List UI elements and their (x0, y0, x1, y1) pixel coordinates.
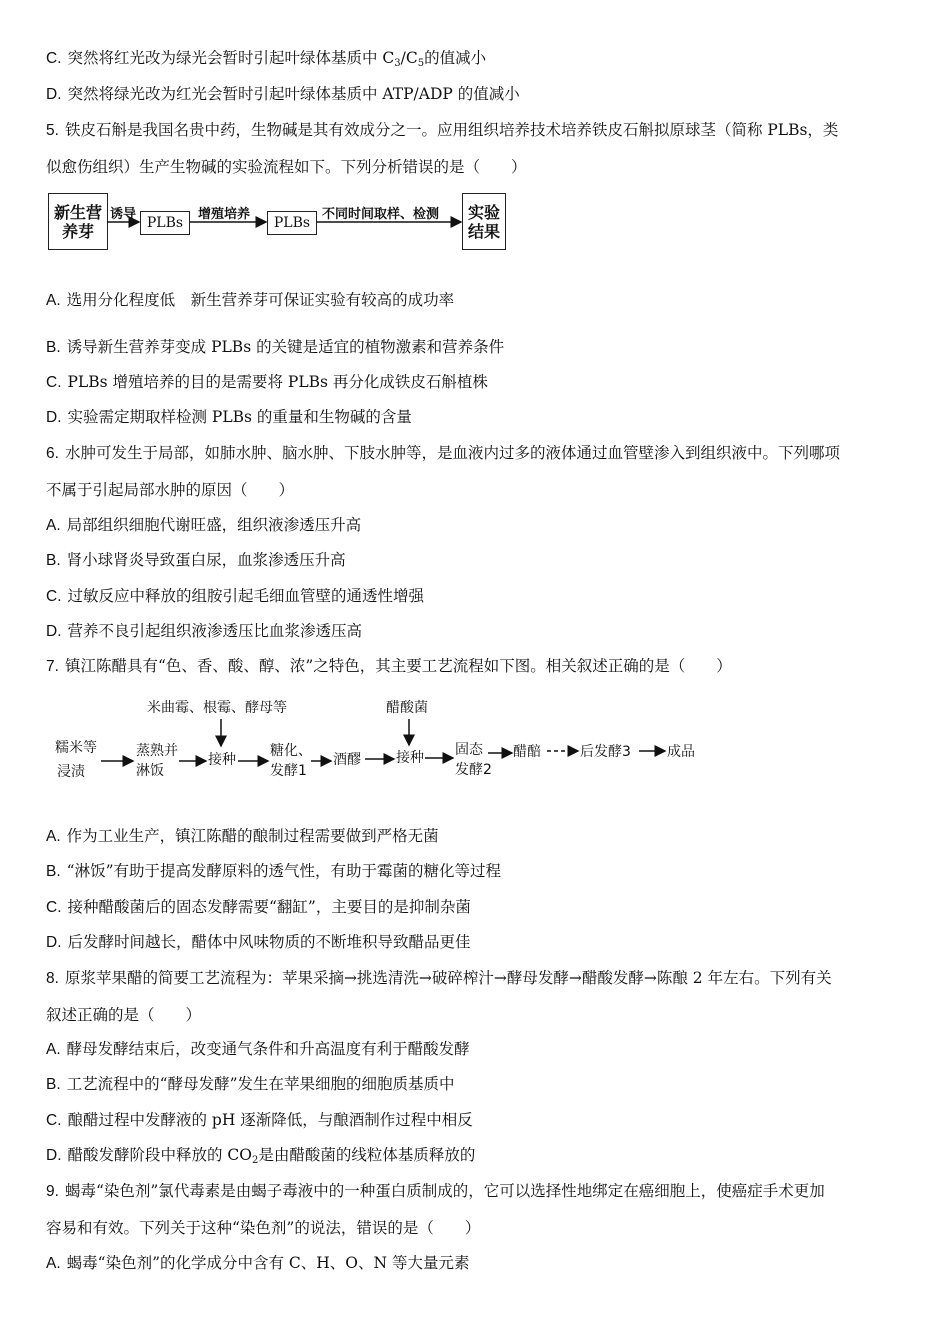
q6-stem-text2: 不属于引起局部水肿的原因（ ） (46, 481, 295, 499)
q4-option-c (46, 48, 486, 74)
q5-stem-text1: 铁皮石斛是我国名贵中药，生物碱是其有效成分之一。应用组织培养技术培养铁皮石斛拟原球茎（简称 PLBs，类 (64, 121, 839, 139)
flow-step-glutinous-rice: 糯米等 (55, 740, 97, 756)
q5-option-d (46, 407, 412, 428)
q5-stem-text2: 似愈伤组织）生产生物碱的实验流程如下。下列分析错误的是（ ） (46, 158, 527, 176)
q4-option-c-subscript-3: 3 (394, 58, 401, 69)
q8-option-d (46, 1145, 475, 1171)
q6-option-c-text: 过敏反应中释放的组胺引起毛细血管壁的通透性增强 (67, 587, 425, 605)
option-label: C. (46, 50, 62, 67)
option-label: B. (46, 552, 61, 569)
option-label: D. (46, 86, 62, 103)
flow-microbes-1: 米曲霉、根霉、酵母等 (147, 700, 287, 716)
q8-option-c-text: 酿醋过程中发酵液的 pH 逐渐降低，与酿酒制作过程中相反 (67, 1111, 473, 1129)
q6-option-d-text: 营养不良引起组织液渗透压比血浆渗透压高 (67, 622, 363, 640)
option-label: D. (46, 623, 62, 640)
q7-option-b-text: “淋饭”有助于提高发酵原料的透气性，有助于霉菌的糖化等过程 (66, 862, 502, 880)
flow-step-post-ferment: 后发酵3 (580, 744, 631, 760)
flow-box-plbs-1: PLBs (140, 211, 190, 235)
q8-stem-line1 (46, 968, 832, 989)
q5-option-c (46, 372, 488, 393)
q6-stem-line2 (46, 480, 294, 500)
flow-step-soak: 浸渍 (57, 764, 85, 780)
flow-box-result: 实验结果 (462, 193, 506, 250)
q7-option-a (46, 826, 439, 847)
flow-microbes-2: 醋酸菌 (386, 700, 428, 716)
flow-step-vinegar-mash: 醋醅 (513, 744, 541, 760)
q6-stem-text1: 水肿可发生于局部，如肺水肿、脑水肿、下肢水肿等，是血液内过多的液体通过血管壁渗入到组织液中。下列哪项 (64, 444, 840, 462)
option-label: D. (46, 409, 62, 426)
q7-option-c-text: 接种醋酸菌后的固态发酵需要“翻缸”，主要目的是抑制杂菌 (67, 898, 471, 916)
q6-option-c (46, 586, 424, 607)
q5-stem-line1 (46, 120, 838, 141)
q4-option-c-text-post: 的值减小 (424, 49, 487, 67)
q5-option-a (46, 290, 454, 311)
flow-box-plbs-2: PLBs (267, 211, 317, 235)
q9-option-a-text: 蝎毒“染色剂”的化学成分中含有 C、H、O、N 等大量元素 (66, 1254, 470, 1272)
q8-option-a (46, 1039, 470, 1060)
option-label: C. (46, 374, 62, 391)
flow-step-inoculate-1: 接种 (208, 752, 236, 768)
option-label: B. (46, 863, 61, 880)
flow-arrow-label-proliferate: 增殖培养 (198, 207, 251, 222)
q8-stem-text2: 叙述正确的是（ ） (46, 1006, 202, 1024)
q7-option-b (46, 861, 501, 882)
q9-stem-text2: 容易和有效。下列关于这种“染色剂”的说法，错误的是（ ） (46, 1219, 481, 1237)
q8-option-a-text: 酵母发酵结束后，改变通气条件和升高温度有利于醋酸发酵 (66, 1040, 470, 1058)
q8-option-b (46, 1074, 455, 1095)
q7-number: 7. (46, 658, 59, 675)
q5-option-c-text: PLBs 增殖培养的目的是需要将 PLBs 再分化成铁皮石斛植株 (67, 373, 488, 391)
q5-option-b-text: 诱导新生营养芽变成 PLBs 的关键是适宜的植物激素和营养条件 (66, 338, 505, 356)
option-label: B. (46, 339, 61, 356)
q8-option-d-subscript: 2 (252, 1155, 259, 1166)
flow-step-product: 成品 (667, 744, 695, 760)
q4-option-c-subscript-5: 5 (417, 58, 425, 69)
q8-stem-line2 (46, 1005, 201, 1025)
q8-option-d-text-post: 是由醋酸菌的线粒体基质释放的 (258, 1146, 476, 1164)
q9-stem-line1 (46, 1181, 825, 1202)
q6-option-a-text: 局部组织细胞代谢旺盛，组织液渗透压升高 (66, 516, 362, 534)
q8-option-d-text-pre: 醋酸发酵阶段中释放的 CO (67, 1146, 252, 1164)
flow-box-new-bud: 新生营养芽 (48, 193, 108, 250)
option-label: A. (46, 828, 61, 845)
q9-option-a (46, 1253, 470, 1274)
q4-option-c-text-mid: /C (400, 49, 418, 67)
option-label: D. (46, 934, 62, 951)
q7-stem (46, 656, 732, 677)
flow-step-steam: 蒸熟并 (136, 743, 178, 759)
option-label: B. (46, 1076, 61, 1093)
q9-stem-line2 (46, 1218, 480, 1238)
flow-arrow-label-induce: 诱导 (110, 207, 137, 222)
q6-stem-line1 (46, 443, 840, 464)
q7-option-c (46, 897, 471, 918)
flow-step-ferment-1: 发酵1 (270, 763, 307, 779)
q8-option-b-text: 工艺流程中的“酵母发酵”发生在苹果细胞的细胞质基质中 (66, 1075, 455, 1093)
flow-step-inoculate-2: 接种 (396, 750, 424, 766)
q7-option-d (46, 932, 471, 953)
q5-option-b (46, 337, 504, 358)
flow-arrow-label-sampling: 不同时间取样、检测 (322, 207, 440, 222)
option-label: A. (46, 517, 61, 534)
q4-option-d (46, 84, 520, 105)
q8-number: 8. (46, 970, 59, 987)
q5-number: 5. (46, 122, 59, 139)
flow-step-ferment-2: 发酵2 (455, 762, 492, 778)
q8-option-c (46, 1110, 473, 1131)
option-label: C. (46, 588, 62, 605)
q7-option-d-text: 后发酵时间越长，醋体中风味物质的不断堆积导致醋品更佳 (67, 933, 471, 951)
q8-stem-text1: 原浆苹果醋的简要工艺流程为：苹果采摘→挑选清洗→破碎榨汁→酵母发酵→醋酸发酵→陈酿 2 年左右。下列有关 (64, 969, 832, 987)
flow-step-wine-mash: 酒醪 (333, 752, 361, 768)
q7-stem-text: 镇江陈醋具有“色、香、酸、醇、浓”之特色，其主要工艺流程如下图。相关叙述正确的是（ ） (64, 657, 732, 675)
q6-number: 6. (46, 445, 59, 462)
option-label: A. (46, 292, 61, 309)
q6-option-a (46, 515, 361, 536)
option-label: D. (46, 1147, 62, 1164)
q6-option-d (46, 621, 362, 642)
q9-stem-text1: 蝎毒“染色剂”氯代毒素是由蝎子毒液中的一种蛋白质制成的，它可以选择性地绑定在癌细胞上，使癌症手术更加 (64, 1182, 825, 1200)
option-label: C. (46, 899, 62, 916)
q5-option-a-text: 选用分化程度低 新生营养芽可保证实验有较高的成功率 (66, 291, 455, 309)
flow-step-solid: 固态 (455, 742, 483, 758)
q7-option-a-text: 作为工业生产，镇江陈醋的酿制过程需要做到严格无菌 (66, 827, 439, 845)
q5-stem-line2 (46, 157, 527, 177)
option-label: A. (46, 1255, 61, 1272)
q4-option-d-text: 突然将绿光改为红光会暂时引起叶绿体基质中 ATP/ADP 的值减小 (67, 85, 520, 103)
q9-number: 9. (46, 1183, 59, 1200)
flow-step-rinse: 淋饭 (136, 763, 164, 779)
q6-option-b (46, 550, 346, 571)
q6-option-b-text: 肾小球肾炎导致蛋白尿，血浆渗透压升高 (66, 551, 346, 569)
q5-option-d-text: 实验需定期取样检测 PLBs 的重量和生物碱的含量 (67, 408, 412, 426)
q4-option-c-text-pre: 突然将红光改为绿光会暂时引起叶绿体基质中 C (67, 49, 395, 67)
option-label: A. (46, 1041, 61, 1058)
option-label: C. (46, 1112, 62, 1129)
flow-step-saccharify: 糖化、 (270, 743, 312, 759)
